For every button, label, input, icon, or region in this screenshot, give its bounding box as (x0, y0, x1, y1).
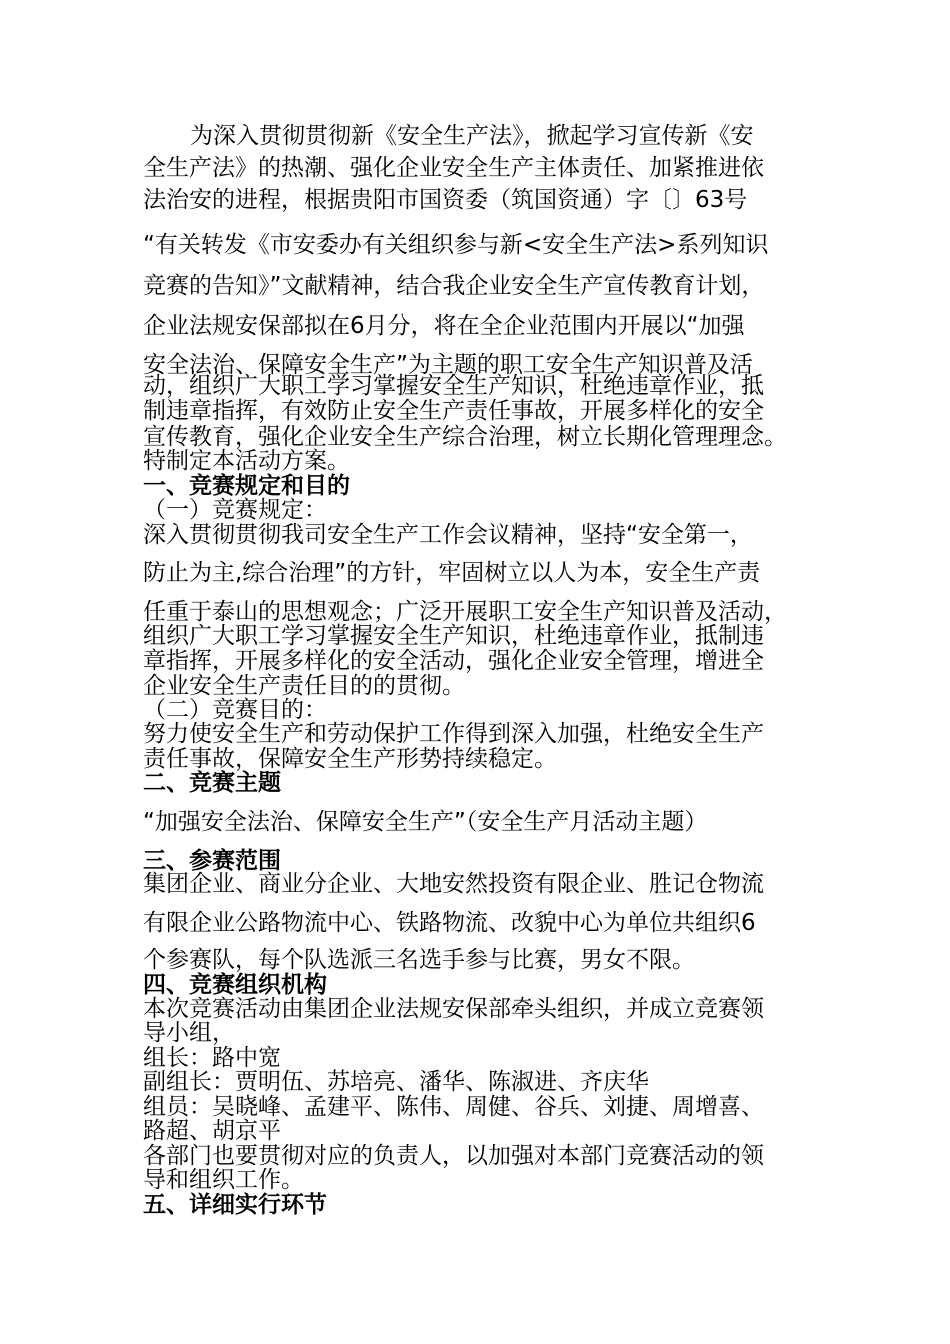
subsection-heading: （二）竞赛目的： (143, 697, 327, 723)
paragraph-line: 组织广大职工学习掌握安全生产知识，杜绝违章作业，抵制违 (143, 623, 764, 649)
section-heading: 四、竞赛组织机构 (143, 972, 327, 998)
paragraph-line: 深入贯彻贯彻我司安全生产工作会议精神，坚持“安全第一， (143, 522, 753, 548)
theme-line: “加强安全法治、保障安全生产”（安全生产月活动主题） (143, 809, 708, 835)
section-heading: 三、参赛范围 (143, 848, 281, 874)
paragraph-line: 章指挥，开展多样化的安全活动，强化企业安全管理，增进全 (143, 648, 764, 674)
paragraph-line: 集团企业、商业分企业、大地安然投资有限企业、胜记仓物流 (143, 871, 764, 897)
paragraph-line: 本次竞赛活动由集团企业法规安保部牵头组织，并成立竞赛领 (143, 996, 764, 1022)
section-heading: 五、详细实行环节 (143, 1192, 327, 1218)
intro-line: 安全法治、保障安全生产”为主题的职工安全生产知识普及活 (143, 352, 753, 378)
members-line: 路超、胡京平 (143, 1118, 281, 1144)
intro-line: 特制定本活动方案。 (143, 448, 350, 474)
section-heading: 一、竞赛规定和目的 (143, 473, 350, 499)
paragraph-line: 有限企业公路物流中心、铁路物流、改貌中心为单位共组织6 (143, 910, 756, 936)
intro-line: 企业法规安保部拟在6月分，将在全企业范围内开展以“加强 (143, 313, 745, 339)
deputy-leaders-line: 副组长：贾明伍、苏培亮、潘华、陈淑进、齐庆华 (143, 1069, 649, 1095)
intro-line: 法治安的进程，根据贵阳市国资委（筑国资通）字〔〕63号 (143, 187, 748, 213)
subsection-heading: （一）竞赛规定： (143, 497, 327, 523)
paragraph-line: 各部门也要贯彻对应的负责人，以加强对本部门竞赛活动的领 (143, 1143, 764, 1169)
intro-line: “有关转发《市安委办有关组织参与新<安全生产法>系列知识 (143, 232, 769, 258)
intro-line: 制违章指挥，有效防止安全生产责任事故，开展多样化的安全 (143, 398, 764, 424)
paragraph-line: 任重于泰山的思想观念；广泛开展职工安全生产知识普及活动， (143, 599, 787, 625)
intro-line: 全生产法》的热潮、强化企业安全生产主体责任、加紧推进依 (143, 155, 764, 181)
section-heading: 二、竞赛主题 (143, 770, 281, 796)
intro-line: 为深入贯彻贯彻新《安全生产法》，掀起学习宣传新《安 (190, 123, 754, 149)
paragraph-line: 努力使安全生产和劳动保护工作得到深入加强，杜绝安全生产 (143, 721, 764, 747)
members-line: 组员：吴晓峰、孟建平、陈伟、周健、谷兵、刘捷、周增喜、 (143, 1094, 764, 1120)
paragraph-line: 责任事故，保障安全生产形势持续稳定。 (143, 746, 557, 772)
intro-line: 宣传教育，强化企业安全生产综合治理，树立长期化管理理念。 (143, 424, 787, 450)
intro-line: 竞赛的告知》”文献精神，结合我企业安全生产宣传教育计划， (143, 273, 765, 299)
intro-line: 动，组织广大职工学习掌握安全生产知识，杜绝违章作业，抵 (143, 373, 764, 399)
paragraph-line: 导和组织工作。 (143, 1167, 304, 1193)
paragraph-line: 防止为主,综合治理”的方针，牢固树立以人为本，安全生产责 (143, 560, 761, 586)
paragraph-line: 导小组， (143, 1020, 235, 1046)
paragraph-line: 企业安全生产责任目的的贯彻。 (143, 673, 465, 699)
paragraph-line: 个参赛队，每个队选派三名选手参与比赛，男女不限。 (143, 947, 695, 973)
leader-line: 组长：路中宽 (143, 1045, 281, 1071)
